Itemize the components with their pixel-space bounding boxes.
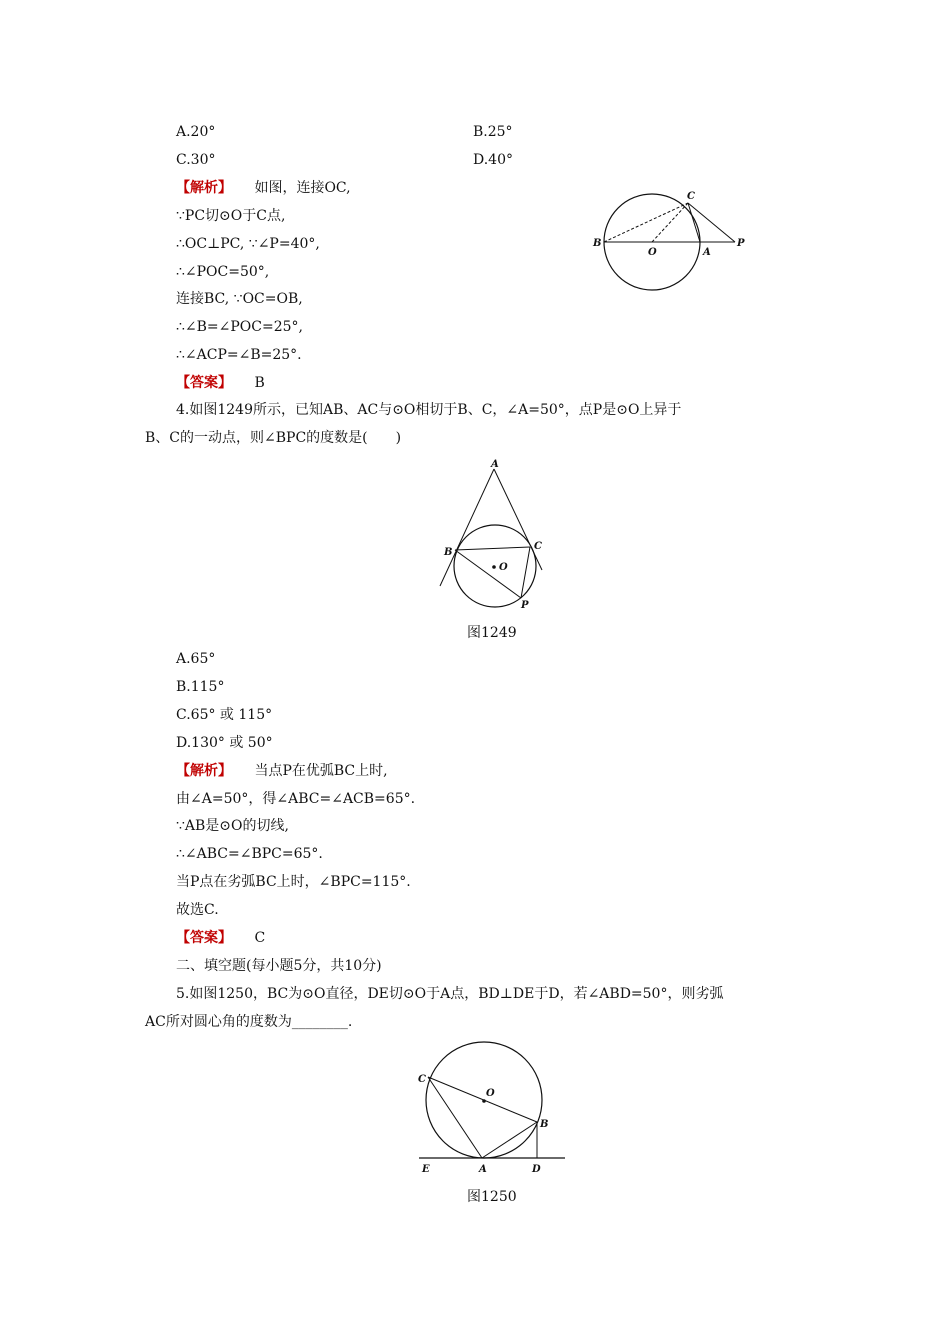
q3-choice-a: A.20° <box>176 124 216 140</box>
q4-analysis-line: 由∠A=50°，得∠ABC=∠ACB=65°. <box>176 791 416 807</box>
q3-analysis-tag: 【解析】 <box>176 180 232 196</box>
q4-choice-c: C.65° 或 115° <box>176 707 273 723</box>
q3-analysis-line: ∵PC切⊙O于C点, <box>176 208 286 224</box>
q3-figure <box>590 185 760 295</box>
q4-answer-row <box>176 928 265 948</box>
q3-label-a: A <box>703 247 711 258</box>
q3-answer: B <box>254 375 265 391</box>
q5-label-d: D <box>532 1164 541 1175</box>
q3-label-c: C <box>687 191 695 202</box>
q4-analysis-row <box>176 761 388 781</box>
q5-label-c: C <box>418 1074 426 1085</box>
q4-figure-caption: 图1249 <box>467 625 517 641</box>
q3-analysis-line: ∴∠B=∠POC=25°, <box>176 319 303 335</box>
q4-label-o: O <box>499 562 508 573</box>
q4-label-a: A <box>491 459 499 470</box>
q4-label-c: C <box>534 541 542 552</box>
q5-figure-caption: 图1250 <box>467 1189 517 1205</box>
q5-stem-line2: AC所对圆心角的度数为________. <box>145 1014 353 1030</box>
q5-label-a: A <box>479 1164 487 1175</box>
q4-tangent-ac <box>494 469 542 570</box>
q5-chord-ca <box>428 1077 482 1158</box>
q5-diameter-cb <box>428 1077 537 1122</box>
q5-stem-line1: 5.如图1250，BC为⊙O直径，DE切⊙O于A点，BD⊥DE于D，若∠ABD=50°，则劣弧 <box>176 986 724 1002</box>
q5-center-dot <box>482 1099 486 1103</box>
q4-answer: C <box>254 930 266 946</box>
q4-center-dot <box>492 565 496 569</box>
q4-analysis-tag: 【解析】 <box>176 763 232 779</box>
q3-line-ca <box>688 203 700 242</box>
q4-stem-line2: B、C的一动点，则∠BPC的度数是( ) <box>145 430 402 446</box>
q4-choice-d: D.130° 或 50° <box>176 735 273 751</box>
q3-analysis-line: ∴∠POC=50°, <box>176 264 270 280</box>
q4-analysis-line: 故选C. <box>176 902 219 918</box>
q4-stem-line1: 4.如图1249所示，已知AB、AC与⊙O相切于B、C，∠A=50°，点P是⊙O上异于 <box>176 402 682 418</box>
q3-analysis-line: ∴OC⊥PC, ∵∠P=40°, <box>176 236 320 252</box>
q4-label-p: P <box>521 600 529 611</box>
q3-analysis-line: 连接BC, ∵OC=OB, <box>176 291 303 307</box>
q5-figure <box>415 1035 570 1180</box>
q4-answer-tag: 【答案】 <box>176 930 232 946</box>
q4-analysis-line: ∵AB是⊙O的切线, <box>176 818 289 834</box>
q3-label-o: O <box>648 247 657 258</box>
q3-analysis-line: ∴∠ACP=∠B=25°. <box>176 347 302 363</box>
q5-label-o: O <box>486 1088 495 1099</box>
q4-figure <box>433 458 553 613</box>
q4-chord-bc <box>455 547 530 550</box>
q4-tangent-ab <box>440 469 494 586</box>
q3-answer-tag: 【答案】 <box>176 375 232 391</box>
q3-label-b: B <box>593 238 602 249</box>
q4-chord-bp <box>455 550 521 598</box>
q4-choice-b: B.115° <box>176 679 225 695</box>
q4-analysis-line: ∴∠ABC=∠BPC=65°. <box>176 846 323 862</box>
section-heading: 二、填空题(每小题5分，共10分) <box>176 958 382 974</box>
q4-label-b: B <box>444 547 453 558</box>
q3-line-oc-dashed <box>652 203 688 242</box>
q3-label-p: P <box>737 238 745 249</box>
q3-choice-b: B.25° <box>473 124 513 140</box>
q3-line-cp <box>688 203 735 242</box>
q5-label-e: E <box>422 1164 430 1175</box>
q5-label-b: B <box>540 1119 549 1130</box>
q3-analysis-line: 如图，连接OC, <box>254 180 351 196</box>
q3-analysis-row <box>176 178 351 198</box>
q3-choice-c: C.30° <box>176 152 216 168</box>
q4-analysis-line: 当点P在优弧BC上时, <box>254 763 388 779</box>
q3-choice-d: D.40° <box>473 152 513 168</box>
q4-choice-a: A.65° <box>176 651 216 667</box>
q4-analysis-line: 当P点在劣弧BC上时，∠BPC=115°. <box>176 874 411 890</box>
q3-answer-row <box>176 373 265 393</box>
